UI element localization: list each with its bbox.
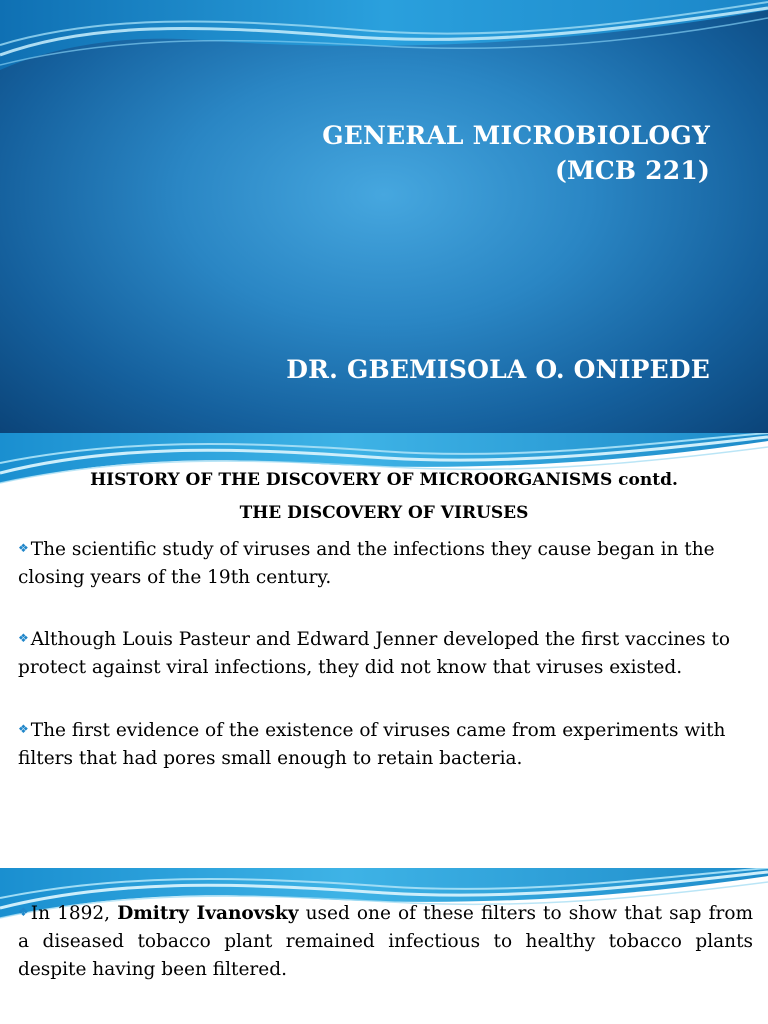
list-item: ❖ The scientific study of viruses and the infections they cause began in the closing years of the 19th century. [18, 534, 753, 592]
section-heading: HISTORY OF THE DISCOVERY OF MICROORGANISMS contd. [90, 470, 678, 490]
title-line-1: GENERAL MICROBIOLOGY [322, 121, 710, 150]
author-name: DR. GBEMISOLA O. ONIPEDE [286, 355, 710, 384]
diamond-bullet-icon: ❖ [18, 631, 29, 645]
list-item: ❖ In 1892, Dmitry Ivanovsky used one of these filters to show that sap from a diseased tobacco plant remained infectious to healthy tobacco plants despite having been filtered. [18, 898, 753, 984]
diamond-bullet-icon: ❖ [18, 905, 29, 919]
scientist-name: Dmitry Ivanovsky [117, 903, 299, 924]
section-subheading: THE DISCOVERY OF VIRUSES [239, 503, 529, 523]
title-line-2: (MCB 221) [554, 156, 710, 185]
slide-title [322, 118, 710, 188]
title-slide [0, 0, 768, 433]
list-item: ❖ Although Louis Pasteur and Edward Jenner developed the first vaccines to protect against viral infections, they did not know that viruses existed. [18, 624, 753, 682]
content-slide [0, 433, 768, 868]
content-slide-2 [0, 868, 768, 1024]
diamond-bullet-icon: ❖ [18, 722, 29, 736]
wave-decoration [0, 0, 768, 80]
diamond-bullet-icon: ❖ [18, 541, 29, 555]
list-item: ❖ The first evidence of the existence of viruses came from experiments with filters that had pores small enough to retain bacteria. [18, 715, 753, 773]
